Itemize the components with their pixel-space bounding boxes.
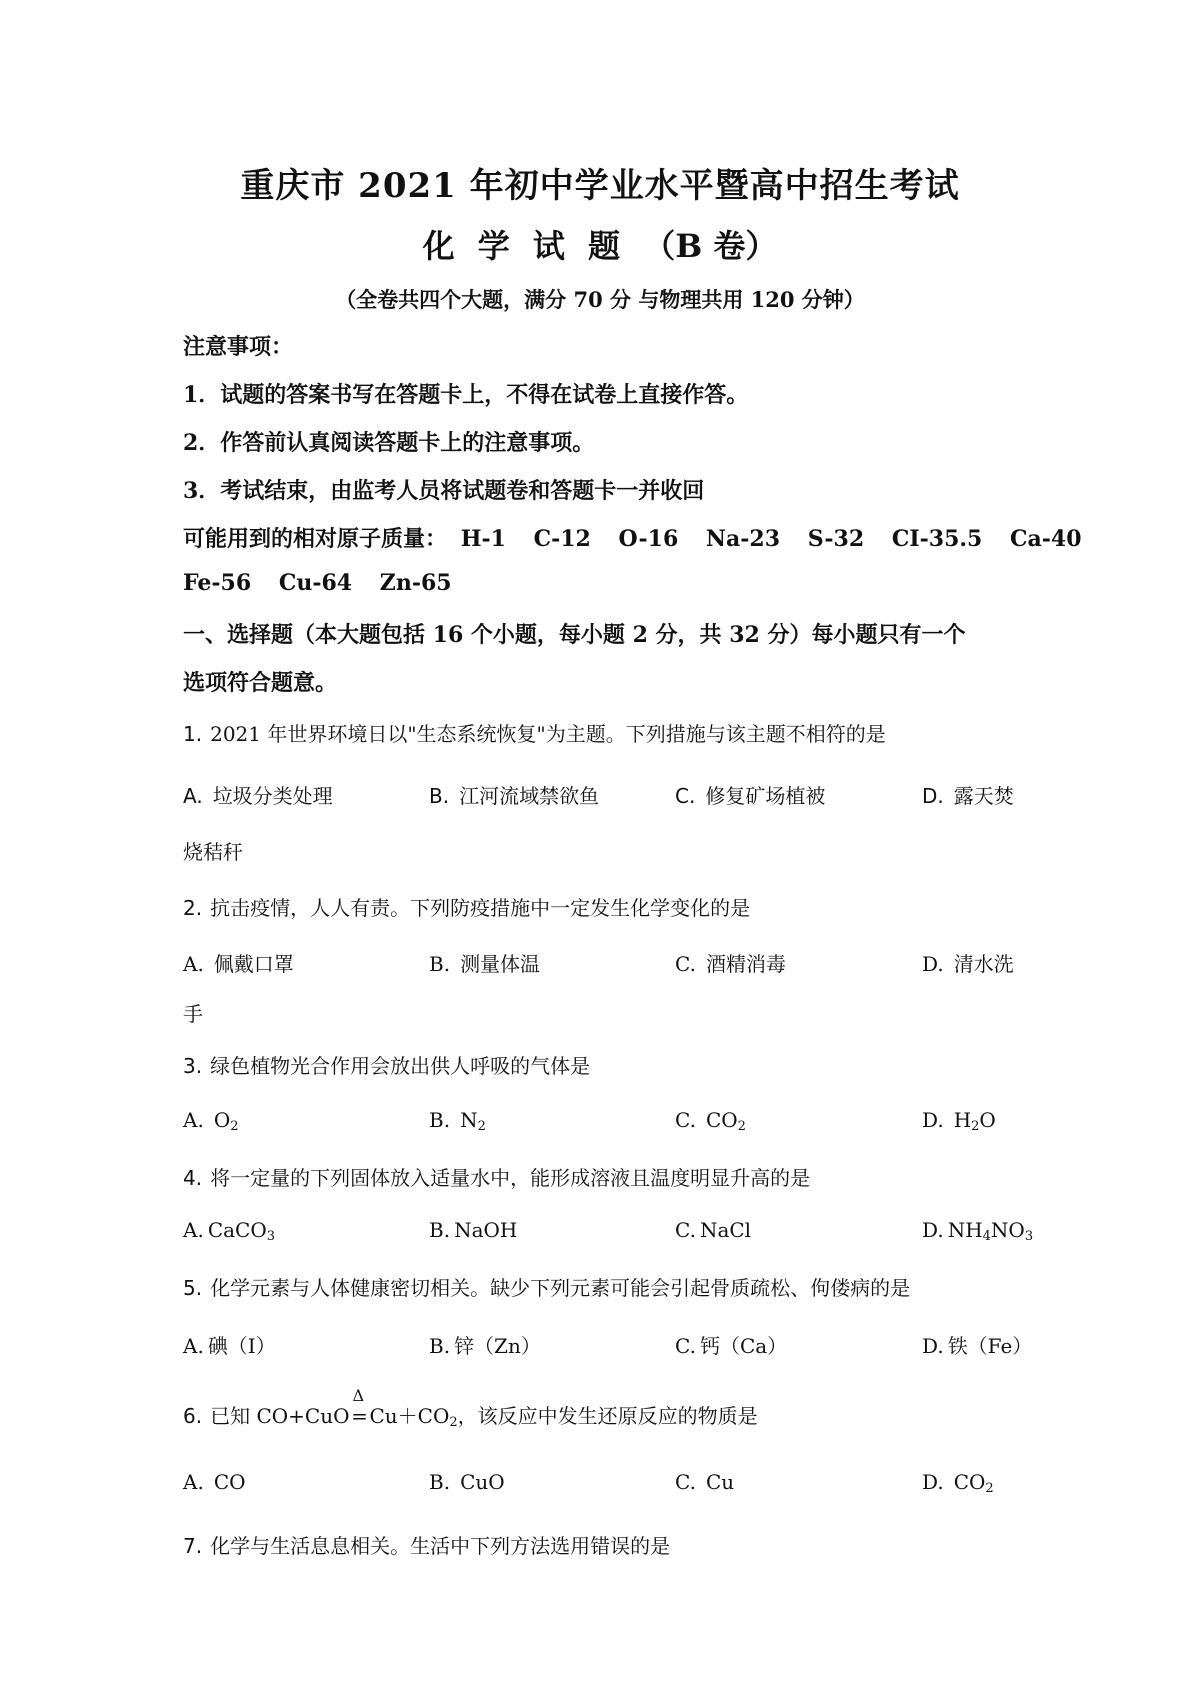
option-text: 修复矿场植被 — [705, 784, 826, 808]
option-letter: B. — [429, 952, 451, 976]
formula: CO — [213, 1470, 246, 1494]
option-letter: A. — [183, 784, 203, 808]
option-a — [183, 1470, 246, 1494]
atomic-mass: Fe-56 — [183, 570, 252, 596]
formula: H — [953, 1108, 972, 1132]
formula-subscript: 3 — [1024, 1229, 1034, 1244]
atomic-mass: C-12 — [533, 526, 591, 552]
formula-subscript: 2 — [737, 1119, 746, 1134]
formula-subscript: 2 — [971, 1119, 980, 1134]
option-text: 锌（Zn） — [454, 1334, 541, 1358]
question-text: 化学与生活息息相关。生活中下列方法选用错误的是 — [210, 1534, 671, 1558]
option-letter: B. — [429, 784, 450, 808]
option-text: 铁（Fe） — [947, 1334, 1033, 1358]
formula-subscript: 2 — [230, 1119, 239, 1134]
question-text: 抗击疫情，人人有责。下列防疫措施中一定发生化学变化的是 — [210, 896, 751, 920]
question-text: ，该反应中发生还原反应的物质是 — [457, 1404, 758, 1428]
heat-symbol: Δ — [352, 1386, 365, 1405]
option-letter: A. — [183, 1470, 204, 1494]
formula: O — [213, 1108, 231, 1132]
option-d-wrap: 手 — [183, 1002, 203, 1026]
option-b — [429, 1330, 541, 1359]
option-d — [922, 1108, 996, 1132]
question-text: 已知 CO+CuO — [210, 1404, 350, 1428]
option-text: 清水洗 — [953, 952, 1014, 976]
option-letter: C. — [675, 1108, 696, 1132]
question-number: 1. — [183, 722, 203, 746]
atomic-mass: Ca-40 — [1010, 526, 1082, 552]
option-a — [183, 1108, 239, 1132]
question-stem — [183, 892, 750, 921]
question-text: 将一定量的下列固体放入适量水中，能形成溶液且温度明显升高的是 — [210, 1166, 811, 1190]
question-stem — [183, 1272, 910, 1301]
option-d — [922, 948, 1014, 977]
note-item: 2．作答前认真阅读答题卡上的注意事项。 — [183, 430, 595, 456]
atomic-masses-row2 — [183, 570, 452, 596]
exam-subtitle — [0, 221, 1200, 267]
formula: NaCl — [699, 1218, 752, 1242]
option-letter: C. — [675, 1334, 696, 1358]
option-b — [429, 1470, 505, 1494]
option-d — [922, 1470, 994, 1494]
atomic-mass: Na-23 — [705, 526, 781, 552]
question-number: 4. — [183, 1166, 203, 1190]
option-letter: A. — [183, 952, 204, 976]
option-letter: D. — [922, 784, 944, 808]
option-text: 钙（Ca） — [699, 1334, 788, 1358]
option-c — [675, 780, 825, 809]
question-text: 化学元素与人体健康密切相关。缺少下列元素可能会引起骨质疏松、佝偻病的是 — [210, 1276, 911, 1300]
atomic-mass: Cu-64 — [278, 570, 353, 596]
question-number: 5. — [183, 1276, 203, 1300]
option-letter: C. — [675, 952, 696, 976]
option-b — [429, 780, 599, 809]
subtitle-char: 试 — [532, 227, 565, 265]
option-a — [183, 1218, 275, 1242]
option-d-wrap: 烧秸秆 — [183, 840, 243, 864]
atomic-mass: CI-35.5 — [891, 526, 983, 552]
option-letter: C. — [675, 1470, 696, 1494]
question-number: 7. — [183, 1534, 203, 1558]
formula-tail: O — [979, 1108, 996, 1132]
option-letter: A. — [183, 1108, 204, 1132]
option-text: 酒精消毒 — [705, 952, 786, 976]
option-b — [429, 1108, 486, 1132]
formula: NH — [947, 1218, 983, 1242]
exam-info: （全卷共四个大题，满分 70 分 与物理共用 120 分钟） — [335, 287, 865, 312]
note-item: 1．试题的答案书写在答题卡上，不得在试卷上直接作答。 — [183, 382, 749, 408]
equals-sign: = — [351, 1404, 368, 1428]
subtitle-char: 题 — [588, 227, 621, 265]
formula: CO — [705, 1108, 738, 1132]
option-d — [922, 1218, 1033, 1242]
option-text: 露天焚 — [953, 784, 1014, 808]
option-letter: D. — [922, 1218, 944, 1242]
formula-subscript: 4 — [982, 1229, 991, 1244]
option-letter: B. — [429, 1218, 451, 1242]
note-item: 3．考试结束，由监考人员将试题卷和答题卡一并收回 — [183, 478, 705, 504]
formula-tail: NO — [990, 1218, 1025, 1242]
option-text: 佩戴口罩 — [213, 952, 294, 976]
atomic-masses-label: 可能用到的相对原子质量： — [183, 526, 448, 552]
option-text: 测量体温 — [460, 952, 541, 976]
option-text: 江河流域禁欲鱼 — [459, 784, 600, 808]
option-text: 碘（I） — [207, 1334, 276, 1358]
option-letter: D. — [922, 952, 944, 976]
formula: CaCO — [207, 1218, 267, 1242]
option-a — [183, 1330, 276, 1359]
atomic-masses-row1 — [183, 522, 1082, 553]
question-number: 6. — [183, 1404, 203, 1428]
option-letter: D. — [922, 1470, 944, 1494]
option-letter: D. — [922, 1334, 944, 1358]
question-stem — [183, 1386, 758, 1430]
formula-subscript: 3 — [266, 1229, 276, 1244]
question-stem — [183, 718, 886, 747]
subtitle-paper-b: （B 卷） — [643, 227, 778, 265]
formula-subscript: 2 — [985, 1481, 994, 1496]
subtitle-char: 化 — [422, 227, 455, 265]
question-text: 绿色植物光合作用会放出供人呼吸的气体是 — [210, 1054, 591, 1078]
question-number: 2. — [183, 896, 203, 920]
option-letter: B. — [429, 1108, 451, 1132]
option-c — [675, 1330, 787, 1359]
option-d — [922, 1330, 1032, 1359]
question-stem — [183, 1530, 670, 1559]
question-stem — [183, 1162, 810, 1191]
option-a — [183, 780, 333, 809]
question-text: 2021 年世界环境日以"生态系统恢复"为主题。下列措施与该主题不相符的是 — [210, 722, 886, 746]
notes-heading: 注意事项： — [183, 334, 294, 360]
question-stem — [183, 1050, 590, 1079]
option-letter: C. — [675, 784, 696, 808]
atomic-mass: H-1 — [460, 526, 506, 552]
formula: NaOH — [454, 1218, 518, 1242]
option-c — [675, 1470, 734, 1494]
option-letter: A. — [183, 1218, 204, 1242]
option-letter: B. — [429, 1334, 451, 1358]
formula: CuO — [460, 1470, 505, 1494]
exam-title: 重庆市 2021 年初中学业水平暨高中招生考试 — [240, 166, 960, 206]
question-text: Cu＋CO — [369, 1404, 450, 1428]
section-heading: 一、选择题（本大题包括 16 个小题，每小题 2 分，共 32 分）每小题只有一个 — [183, 622, 966, 648]
section-heading-cont: 选项符合题意。 — [183, 670, 338, 696]
option-a — [183, 948, 294, 977]
formula: N — [460, 1108, 478, 1132]
option-c — [675, 948, 786, 977]
option-letter: B. — [429, 1470, 451, 1494]
atomic-mass: S-32 — [807, 526, 865, 552]
formula: CO — [953, 1470, 986, 1494]
formula-subscript: 2 — [449, 1415, 458, 1430]
option-letter: C. — [675, 1218, 696, 1242]
option-c — [675, 1218, 751, 1242]
option-b — [429, 948, 540, 977]
question-number: 3. — [183, 1054, 203, 1078]
option-d — [922, 780, 1014, 809]
option-letter: A. — [183, 1334, 204, 1358]
option-letter: D. — [922, 1108, 944, 1132]
option-text: 垃圾分类处理 — [212, 784, 333, 808]
atomic-mass: O-16 — [618, 526, 679, 552]
option-b — [429, 1218, 517, 1242]
option-c — [675, 1108, 746, 1132]
atomic-mass: Zn-65 — [379, 570, 452, 596]
formula: Cu — [705, 1470, 735, 1494]
reaction-sign — [350, 1386, 370, 1428]
formula-subscript: 2 — [477, 1119, 486, 1134]
subtitle-char: 学 — [477, 227, 510, 265]
